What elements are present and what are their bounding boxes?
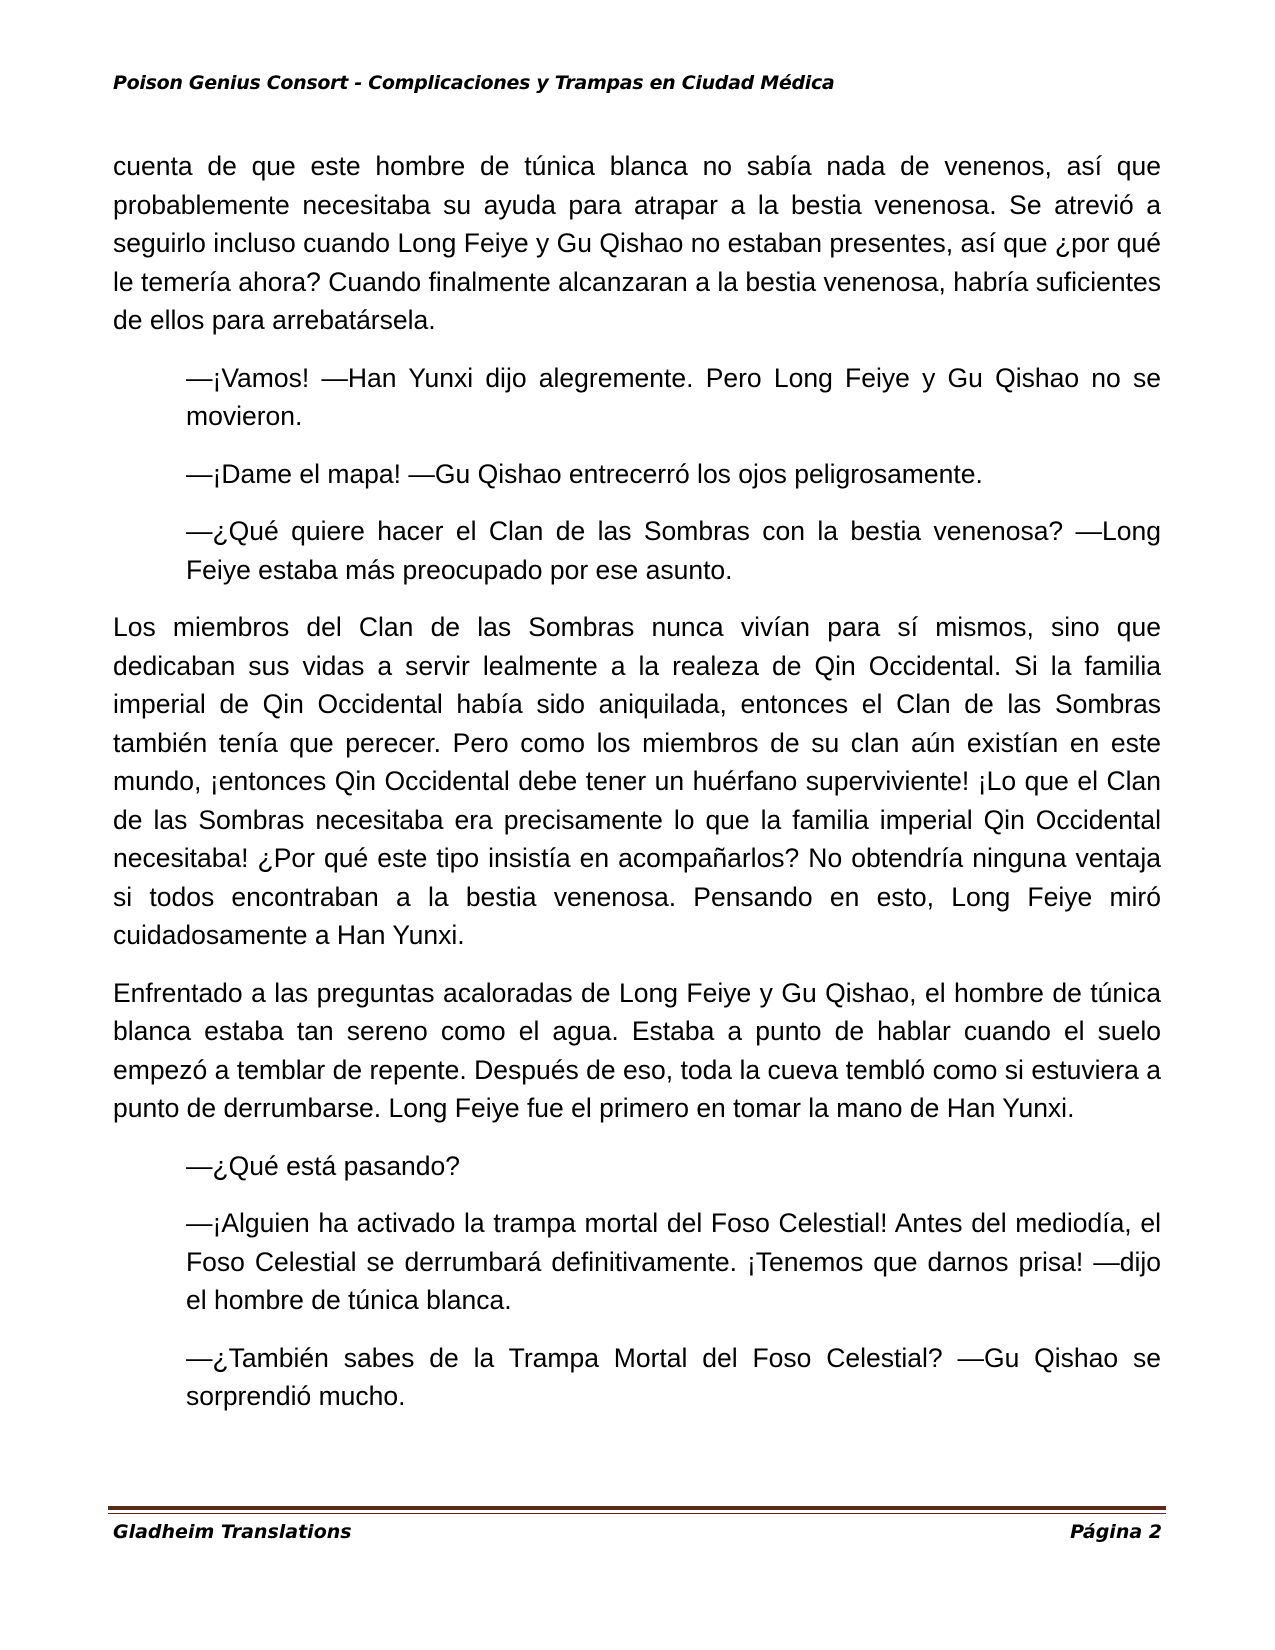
footer-translator: Gladheim Translations <box>113 1521 352 1543</box>
paragraph-dialogue: —¡Vamos! —Han Yunxi dijo alegremente. Pero Long Feiye y Gu Qishao no se movieron. <box>186 362 1161 431</box>
footer-divider-thin <box>108 1513 1166 1514</box>
footer-divider <box>108 1506 1166 1514</box>
body-text <box>113 147 1161 1435</box>
paragraph-dialogue: —¡Alguien ha activado la trampa mortal del Foso Celestial! Antes del mediodía, el Foso Celestial se derrumbará definitivamente. ¡Tenemos que darnos prisa! —dijo el hombre de túnica blanca. <box>186 1208 1161 1315</box>
paragraph-narration: cuenta de que este hombre de túnica blanca no sabía nada de venenos, así que probablemente necesitaba su ayuda para atrapar a la bestia venenosa. Se atrevió a seguirlo incluso cuando Long Feiye y Gu Qishao no estaban presentes, así que ¿por qué le temería ahora? Cuando finalmente alcanzaran a la bestia venenosa, habría suficientes de ellos para arrebatársela. <box>113 151 1161 335</box>
page-number: Página 2 <box>1070 1521 1162 1543</box>
paragraph-dialogue: —¿Qué quiere hacer el Clan de las Sombras con la bestia venenosa? —Long Feiye estaba más preocupado por ese asunto. <box>186 516 1161 585</box>
paragraph-dialogue: —¿Qué está pasando? <box>186 1150 461 1181</box>
paragraph-dialogue: —¡Dame el mapa! —Gu Qishao entrecerró los ojos peligrosamente. <box>186 458 983 489</box>
paragraph-narration: Enfrentado a las preguntas acaloradas de Long Feiye y Gu Qishao, el hombre de túnica blanca estaba tan sereno como el agua. Estaba a punto de hablar cuando el suelo empezó a temblar de repente. Después de eso, toda la cueva tembló como si estuviera a punto de derrumbarse. Long Feiye fue el primero en tomar la mano de Han Yunxi. <box>113 977 1161 1123</box>
footer-divider-thick <box>108 1506 1166 1510</box>
running-header: Poison Genius Consort - Complicaciones y Trampas en Ciudad Médica <box>113 72 835 94</box>
paragraph-dialogue: —¿También sabes de la Trampa Mortal del Foso Celestial? —Gu Qishao se sorprendió mucho. <box>186 1342 1161 1411</box>
paragraph-narration: Los miembros del Clan de las Sombras nunca vivían para sí mismos, sino que dedicaban sus vidas a servir lealmente a la realeza de Qin Occidental. Si la familia imperial de Qin Occidental había sido aniquilada, entonces el Clan de las Sombras también tenía que perecer. Pero como los miembros de su clan aún existían en este mundo, ¡entonces Qin Occidental debe tener un huérfano superviviente! ¡Lo que el Clan de las Sombras necesitaba era precisamente lo que la familia imperial Qin Occidental necesitaba! ¿Por qué este tipo insistía en acompañarlos? No obtendría ninguna ventaja si todos encontraban a la bestia venenosa. Pensando en esto, Long Feiye miró cuidadosamente a Han Yunxi. <box>113 612 1161 950</box>
